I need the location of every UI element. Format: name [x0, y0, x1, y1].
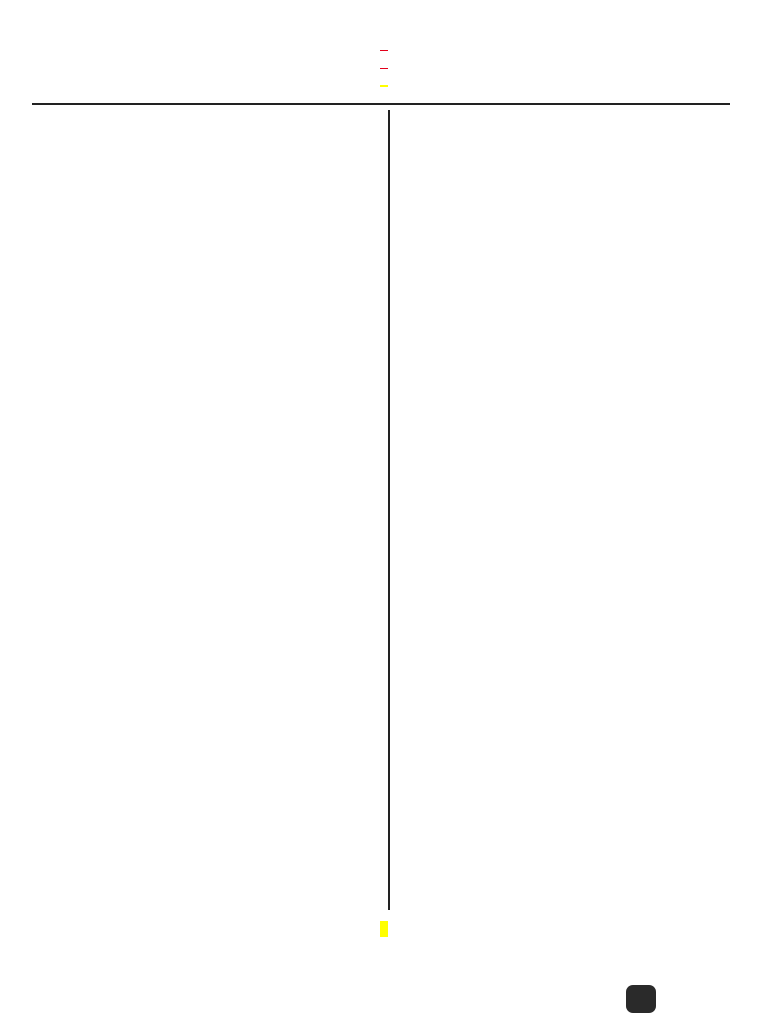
footer-email	[0, 920, 768, 938]
column-divider	[388, 110, 390, 910]
website-label	[380, 85, 388, 87]
class-subtitle	[380, 68, 388, 69]
left-column	[40, 117, 375, 135]
document-title	[380, 50, 388, 51]
camscanner-logo	[626, 985, 656, 1013]
document-header	[0, 38, 768, 92]
header-rule	[32, 103, 730, 105]
